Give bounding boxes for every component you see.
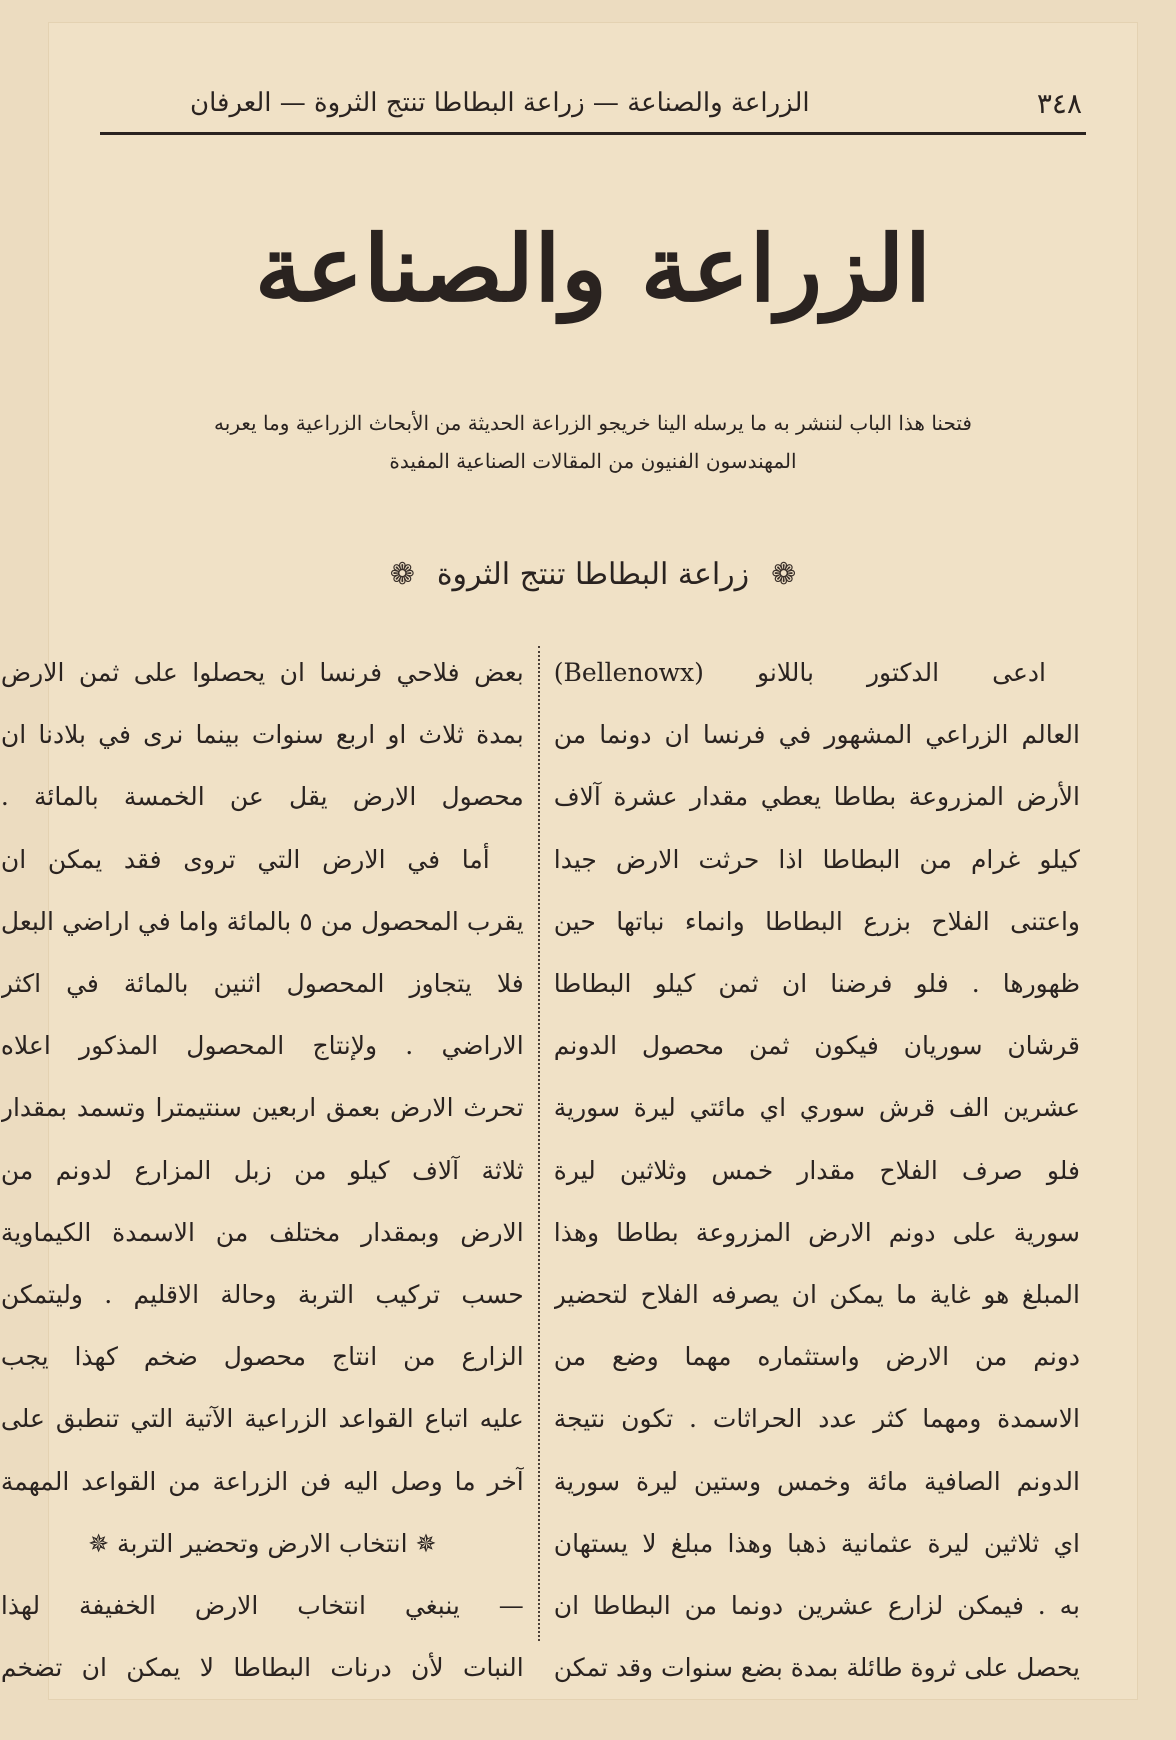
text-line: المبلغ هو غاية ما يمكن ان يصرفه الفلاح لتحضير (553, 1280, 1080, 1310)
text-line: الدونم الصافية مائة وخمس وستين ليرة سورية (553, 1466, 1080, 1496)
text-line: فلا يتجاوز المحصول اثنين بالمائة في اكثر (0, 969, 524, 999)
text-line: ادعى الدكتور باللانو (Bellenowx) (553, 658, 1046, 687)
text-line: عشرين الف قرش سوري اي مائتي ليرة سورية (553, 1093, 1080, 1123)
text-line: النبات لأن درنات البطاطا لا يمكن ان تضخم (0, 1653, 524, 1683)
text-line: يقرب المحصول من ٥ بالمائة واما في اراضي البعل (0, 906, 524, 936)
text-line: آخر ما وصل اليه فن الزراعة من القواعد المهمة (0, 1466, 524, 1496)
text-line: الارض وبمقدار مختلف من الاسمدة الكيماوية (0, 1217, 524, 1247)
text-line: الاسمدة ومهما كثر عدد الحراثات . تكون نتيجة (553, 1404, 1080, 1434)
text-line: تحرث الارض بعمق اربعين سنتيمترا وتسمد بمقدار (0, 1093, 524, 1123)
running-title: الزراعة والصناعة — زراعة البطاطا تنتج الثروة — العرفان (190, 88, 810, 118)
article-title-row (48, 557, 1138, 592)
text-line: ثلاثة آلاف كيلو من زبل المزارع لدونم من (0, 1155, 524, 1185)
text-line: ظهورها . فلو فرضنا ان ثمن كيلو البطاطا (553, 969, 1080, 999)
text-line: العالم الزراعي المشهور في فرنسا ان دونما من (553, 720, 1080, 750)
page (0, 22, 1138, 1700)
subheading-row (1, 1513, 524, 1575)
subheading: انتخاب الارض وتحضير التربة (117, 1528, 408, 1558)
text-line: يحصل على ثروة طائلة بمدة بضع سنوات وقد تمكن (553, 1653, 1080, 1683)
text-line: أما في الارض التي تروى فقد يمكن ان (0, 844, 490, 874)
header-rule (100, 132, 1086, 135)
text-line: الزارع من انتاج محصول ضخم كهذا يجب (0, 1342, 524, 1372)
text-line: سورية على دونم الارض المزروعة بطاطا وهذا (553, 1217, 1080, 1247)
text-line: بعض فلاحي فرنسا ان يحصلوا على ثمن الارض (0, 658, 524, 687)
text-line: واعتنى الفلاح بزرع البطاطا وانماء نباتها حين (553, 906, 1080, 936)
left-column (0, 642, 530, 1683)
text-line: الأرض المزروعة بطاطا يعطي مقدار عشرة آلاف (553, 782, 1080, 812)
text-line: دونم من الارض واستثماره مهما وضع من (553, 1342, 1080, 1372)
star-ornament-icon: ✵ (407, 1528, 437, 1558)
text-line: بمدة ثلاث او اربع سنوات بينما نرى في بلادنا ان (0, 720, 524, 750)
article-title: زراعة البطاطا تنتج الثروة (436, 557, 750, 592)
column-divider (538, 646, 540, 1641)
text-line: — ينبغي انتخاب الارض الخفيفة لهذا (0, 1591, 524, 1621)
floral-ornament-icon: ❁ (389, 557, 415, 592)
star-ornament-icon: ✵ (88, 1528, 110, 1558)
text-line: اي ثلاثين ليرة عثمانية ذهبا وهذا مبلغ لا يستهان (553, 1528, 1080, 1558)
text-line: عليه اتباع القواعد الزراعية الآتية التي تنطبق على (0, 1404, 524, 1434)
text-line: حسب تركيب التربة وحالة الاقليم . وليتمكن (0, 1280, 524, 1310)
text-line: قرشان سوريان فيكون ثمن محصول الدونم (553, 1031, 1080, 1061)
intro-paragraph (158, 404, 1028, 480)
intro-line: المهندسون الفنيون من المقالات الصناعية المفيدة (389, 449, 797, 473)
text-line: كيلو غرام من البطاطا اذا حرثت الارض جيدا (553, 844, 1080, 874)
text-line: به . فيمكن لزارع عشرين دونما من البطاطا ان (553, 1591, 1080, 1621)
article-body (0, 642, 1086, 1683)
right-column (548, 642, 1086, 1683)
text-line: محصول الارض يقل عن الخمسة بالمائة . (0, 782, 524, 812)
running-head (100, 78, 1086, 128)
section-title: الزراعة والصناعة (254, 214, 932, 323)
intro-line: فتحنا هذا الباب لننشر به ما يرسله الينا خريجو الزراعة الحديثة من الأبحاث الزراعية وما يعربه (214, 411, 972, 435)
text-line: فلو صرف الفلاح مقدار خمس وثلاثين ليرة (553, 1155, 1080, 1185)
text-line: الاراضي . ولإنتاج المحصول المذكور اعلاه (0, 1031, 524, 1061)
floral-ornament-icon: ❁ (771, 557, 797, 592)
page-number: ٣٤٨ (1036, 86, 1082, 120)
